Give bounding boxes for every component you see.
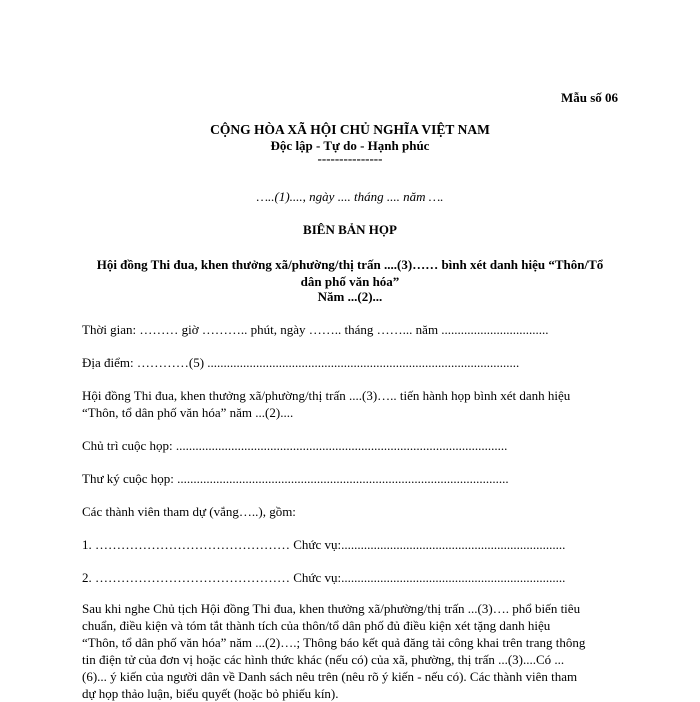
chair-field: Chủ trì cuộc họp: ...................................................................................................... [82,438,508,453]
form-number: Mẫu số 06 [560,90,618,105]
council-statement-line-1: Hội đồng Thi đua, khen thưởng xã/phường/thị trấn ....(3)….. tiến hành họp bình xét danh hiệu [82,388,571,403]
members-intro: Các thành viên tham dự (vắng…..), gồm: [82,504,296,519]
document-subtitle [82,256,618,290]
closing-paragraph [82,600,620,702]
subtitle-year: Năm ...(2)... [317,289,383,304]
secretary-field: Thư ký cuộc họp: ...................................................................................................... [82,471,509,486]
place-date-line: …..(1)...., ngày .... tháng .... năm …. [256,189,444,204]
subtitle-line-2: dân phố văn hóa” [300,274,400,289]
closing-line-5: (6)... ý kiến của người dân về Danh sách nêu trên (nêu rõ ý kiến - nếu có). Các thành viên tham [82,669,578,684]
meeting-time-field: Thời gian: ……… giờ ……….. phút, ngày …….. tháng ……... năm ................................. [82,322,549,337]
council-statement [82,387,612,421]
council-statement-line-2: “Thôn, tổ dân phố văn hóa” năm ...(2).... [82,405,294,420]
document-title: BIÊN BẢN HỌP [303,222,397,237]
motto: Độc lập - Tự do - Hạnh phúc [270,138,430,153]
meeting-place-field: Địa điểm: …………(5) ................................................................................................ [82,355,520,370]
closing-line-3: “Thôn, tổ dân phố văn hóa” năm ...(2)….; Thông báo kết quả đăng tải công khai trên trang thông [82,635,586,650]
heading-rule: --------------- [317,151,383,166]
closing-line-1: Sau khi nghe Chủ tịch Hội đồng Thi đua, khen thưởng xã/phường/thị trấn ...(3)…. phổ biến tiêu [82,601,581,616]
closing-line-2: chuẩn, điều kiện và tóm tắt thành tích của thôn/tổ dân phố đủ điều kiện xét tặng danh hiệu [82,618,551,633]
closing-line-6: dự họp thảo luận, biểu quyết (hoặc bỏ phiếu kín). [82,686,339,701]
member-line-2: 2. ……………………………………… Chức vụ:..................................................................... [82,570,566,585]
closing-line-4: tin điện tử của đơn vị hoặc các hình thức khác (nếu có) của xã, phường, thị trấn ...(3)....Có ... [82,652,565,667]
member-line-1: 1. ……………………………………… Chức vụ:..................................................................... [82,537,566,552]
subtitle-line-1: Hội đồng Thi đua, khen thưởng xã/phường/thị trấn ....(3)…… bình xét danh hiệu “Thôn/Tổ [96,257,604,272]
nation-heading: CỘNG HÒA XÃ HỘI CHỦ NGHĨA VIỆT NAM [210,122,490,137]
